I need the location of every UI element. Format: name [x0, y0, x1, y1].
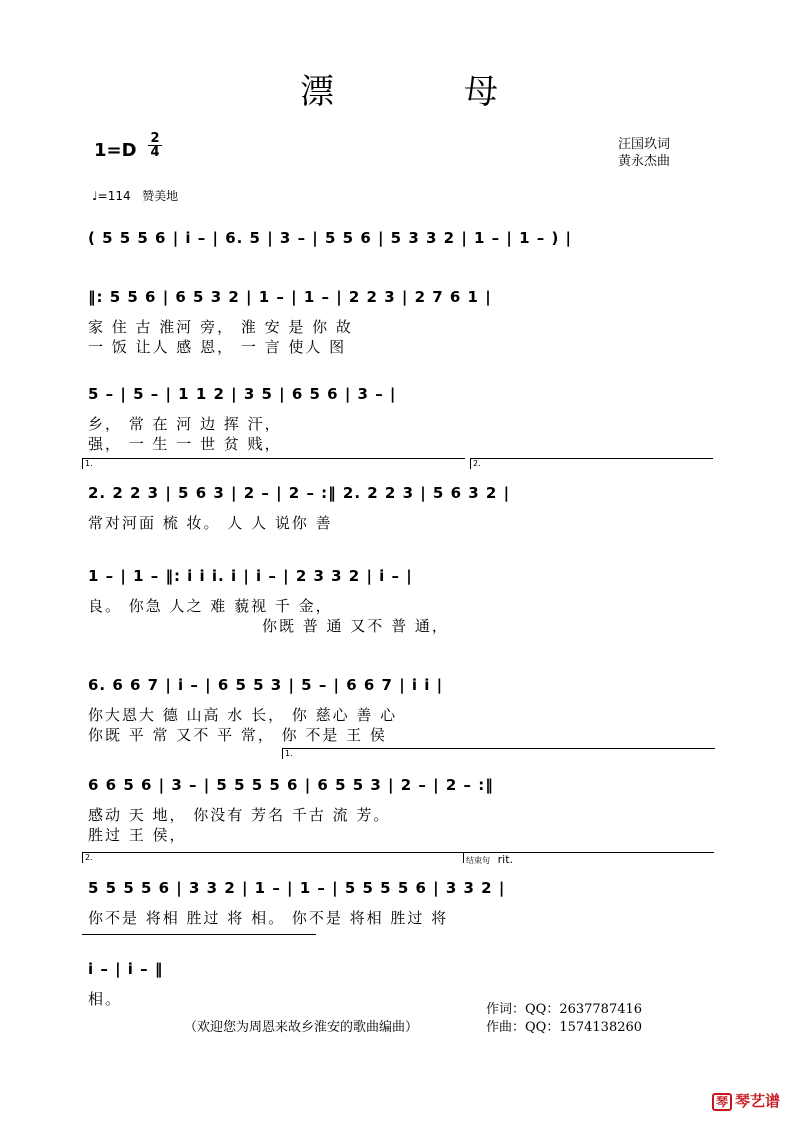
notation-row: 5 – | 5 – | 1 1 2 | 3 5 | 6 5 6 | 3 – | [88, 385, 397, 403]
footer-note: （欢迎您为周恩来故乡淮安的歌曲编曲） [184, 1020, 419, 1035]
volta-second-2 [82, 852, 463, 863]
lyric-line-1: 你不是 将相 胜过 将 相。 你不是 将相 胜过 将 [88, 909, 449, 927]
lyric-line-2: 强， 一 生 一 世 贫 贱， [88, 435, 282, 453]
notation-row: ( 5 5 5 6 | i – | 6. 5 | 3 – | 5 5 6 | 5 3 3 2 | 1 – | 1 – ) | [88, 229, 573, 247]
ending-label: 结束句 [466, 856, 490, 865]
volta-second-label-2: 2. [85, 853, 93, 862]
lyric-line-2: 一 饭 让人 感 恩， 一 言 使人 图 [88, 338, 347, 356]
time-signature [148, 132, 162, 159]
volta-first-label: 1. [85, 459, 93, 468]
meter-top: 2 [150, 131, 160, 146]
lyric-line-2: 你既 平 常 又不 平 常， 你 不是 王 侯 [88, 726, 387, 744]
lyric-line-1: 良。 你急 人之 难 藐视 千 金， [88, 597, 333, 615]
notation-row: i – | i – ‖ [88, 960, 164, 978]
volta-first-2 [282, 748, 715, 759]
volta-first-label-2: 1. [285, 749, 293, 758]
lyricist-contact: 作词：QQ：2637787416 [486, 1002, 643, 1017]
lyric-line-1: 相。 [88, 990, 123, 1008]
volta-second-label: 2. [473, 459, 481, 468]
title-char-2: 母 [464, 72, 498, 112]
title-char-1: 漂 [300, 72, 334, 112]
site-logo [712, 1090, 780, 1111]
lyric-line-2: 胜过 王 侯， [88, 826, 187, 844]
volta-ending [463, 852, 714, 866]
notation-row: ‖: 5 5 6 | 6 5 3 2 | 1 – | 1 – | 2 2 3 | 2 7 6 1 | [88, 288, 492, 306]
notation-row: 1 – | 1 – ‖: i i i. i | i – | 2 3 3 2 | i – | [88, 567, 413, 585]
final-bracket [82, 934, 316, 945]
credits [618, 136, 670, 170]
lyric-line-1: 乡， 常 在 河 边 挥 汗， [88, 415, 282, 433]
logo-text: 琴艺谱 [735, 1092, 781, 1110]
volta-first-1 [82, 458, 465, 469]
lyricist-credit: 汪国玖词 [618, 137, 671, 152]
composer-credit: 黄永杰曲 [618, 154, 671, 169]
lyric-line-2: 你既 普 通 又不 普 通， [262, 617, 449, 635]
tempo-value: ♩=114 [92, 189, 131, 203]
rit-label: rit. [497, 853, 514, 866]
logo-mark-icon: 琴 [712, 1093, 732, 1111]
notation-row: 6 6 5 6 | 3 – | 5 5 5 5 6 | 6 5 5 3 | 2 – | 2 – :‖ [88, 776, 494, 794]
lyric-line-1: 感动 天 地， 你没有 芳名 千古 流 芳。 [88, 806, 391, 824]
tempo-mark [92, 187, 178, 204]
volta-second-1 [470, 458, 713, 469]
composer-contact: 作曲：QQ：1574138260 [486, 1020, 643, 1035]
notation-row: 2. 2 2 3 | 5 6 3 | 2 – | 2 – :‖ 2. 2 2 3 | 5 6 3 2 | [88, 484, 511, 502]
tempo-expression: 赞美地 [142, 189, 179, 203]
lyric-line-1: 家 住 古 淮河 旁， 淮 安 是 你 故 [88, 318, 353, 336]
lyric-line-1: 常对河面 梳 妆。 人 人 说你 善 [88, 514, 333, 532]
song-title [300, 64, 498, 113]
lyric-line-1: 你大恩大 德 山高 水 长， 你 慈心 善 心 [88, 706, 398, 724]
key-signature: 1=D [94, 140, 137, 161]
meter-bottom: 4 [150, 145, 160, 160]
notation-row: 6. 6 6 7 | i – | 6 5 5 3 | 5 – | 6 6 7 | i i | [88, 676, 444, 694]
notation-row: 5 5 5 5 6 | 3 3 2 | 1 – | 1 – | 5 5 5 5 6 | 3 3 2 | [88, 879, 506, 897]
